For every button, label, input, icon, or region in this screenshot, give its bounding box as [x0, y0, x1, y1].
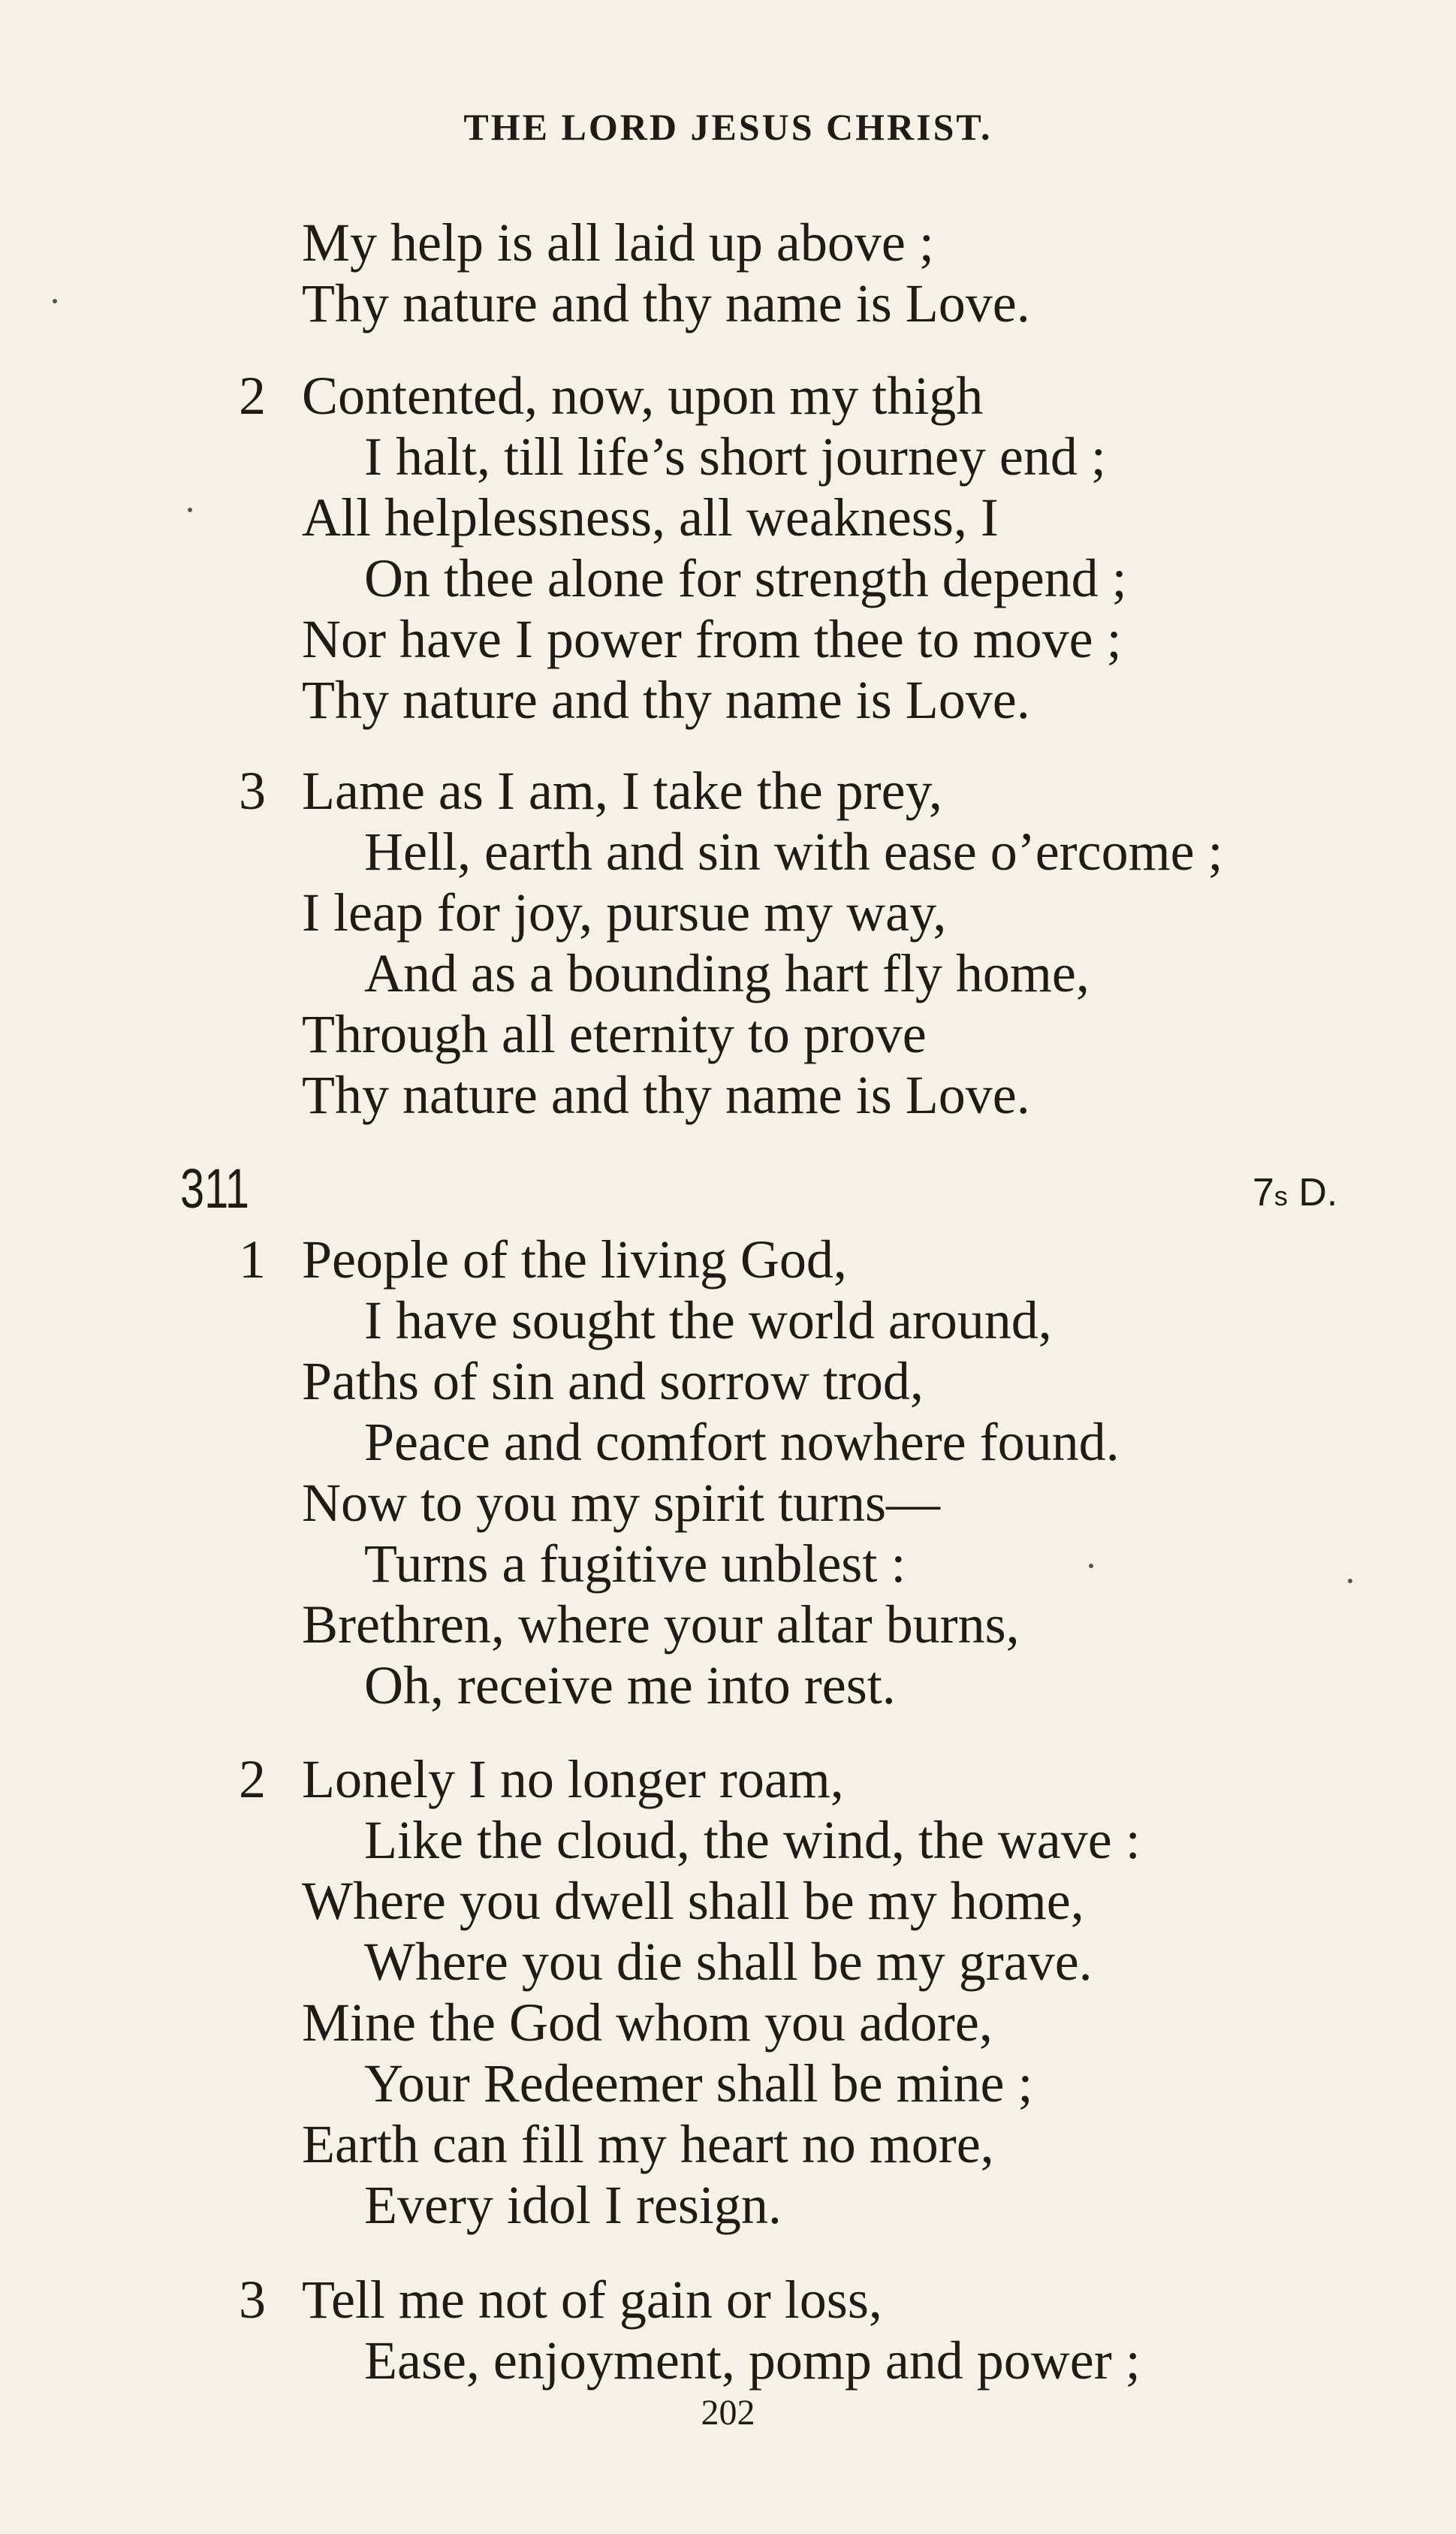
verse-text: People of the living God, — [302, 1229, 847, 1290]
verse-text: Thy nature and thy name is Love. — [302, 1065, 1030, 1125]
verse-line — [0, 1993, 1456, 2053]
verse-line — [0, 1534, 1456, 1594]
verse-line — [0, 670, 1456, 731]
verse-text: Your Redeemer shall be mine ; — [364, 2053, 1033, 2113]
verse-line — [0, 2114, 1456, 2175]
verse-line — [0, 1351, 1456, 1412]
verse-line — [0, 427, 1456, 487]
ink-speck — [188, 508, 192, 512]
verse-line — [0, 2053, 1456, 2114]
verse-line — [0, 366, 1456, 427]
verse-text: Earth can fill my heart no more, — [302, 2114, 994, 2174]
verse-text: My help is all laid up above ; — [302, 213, 934, 273]
verse-text: On thee alone for strength depend ; — [364, 548, 1127, 608]
verse-line — [0, 2175, 1456, 2236]
verse-line — [0, 1749, 1456, 1810]
verse-line — [0, 1004, 1456, 1065]
stanza — [0, 213, 1456, 334]
verse-line — [0, 1473, 1456, 1534]
verse-text: Brethren, where your altar burns, — [302, 1594, 1020, 1655]
verse-line — [0, 487, 1456, 548]
verse-text: I have sought the world around, — [364, 1290, 1052, 1350]
verse-text: I leap for joy, pursue my way, — [302, 882, 947, 943]
verse-line — [0, 1412, 1456, 1473]
stanza — [0, 1229, 1456, 1716]
verse-line — [0, 761, 1456, 822]
verse-text: Contented, now, upon my thigh — [302, 366, 984, 426]
verse-line — [0, 1655, 1456, 1716]
verse-text: Mine the God whom you adore, — [302, 1993, 993, 2053]
stanza-number: 2 — [239, 1749, 266, 1809]
ink-speck — [1348, 1579, 1352, 1583]
verse-line — [0, 1932, 1456, 1993]
verse-line — [0, 882, 1456, 943]
stanza — [0, 366, 1456, 731]
verse-text: Where you die shall be my grave. — [364, 1932, 1093, 1992]
stanza-number: 3 — [239, 2270, 266, 2330]
verse-text: Tell me not of gain or loss, — [302, 2270, 882, 2330]
verse-line — [0, 822, 1456, 882]
verse-line — [0, 943, 1456, 1004]
stanza-number: 1 — [239, 1229, 266, 1290]
verse-text: Thy nature and thy name is Love. — [302, 670, 1030, 730]
stanza-number: 2 — [239, 366, 266, 426]
stanza — [0, 761, 1456, 1126]
verse-text: All helplessness, all weakness, I — [302, 487, 999, 548]
verse-text: Lame as I am, I take the prey, — [302, 761, 942, 821]
verse-text: Peace and comfort nowhere found. — [364, 1412, 1120, 1472]
verse-text: And as a bounding hart fly home, — [364, 943, 1090, 1003]
verse-line — [0, 213, 1456, 273]
ink-speck — [53, 299, 57, 303]
stanza — [0, 2270, 1456, 2391]
verse-text: Through all eternity to prove — [302, 1004, 927, 1064]
verse-line — [0, 1065, 1456, 1126]
verse-text: Turns a fugitive unblest : — [364, 1534, 906, 1594]
verse-line — [0, 2330, 1456, 2391]
verse-text: Like the cloud, the wind, the wave : — [364, 1810, 1141, 1870]
verse-text: Oh, receive me into rest. — [364, 1655, 896, 1715]
verse-text: Ease, enjoyment, pomp and power ; — [364, 2330, 1141, 2391]
verse-line — [0, 273, 1456, 334]
stanza — [0, 1749, 1456, 2236]
verse-line — [0, 1871, 1456, 1932]
hymn-number: 311 — [180, 1157, 250, 1220]
verse-text: Where you dwell shall be my home, — [302, 1871, 1084, 1931]
page-number: 202 — [701, 2393, 755, 2433]
verse-text: Lonely I no longer roam, — [302, 1749, 844, 1809]
verse-text: Nor have I power from thee to move ; — [302, 609, 1122, 669]
verse-text: I halt, till life’s short journey end ; — [364, 427, 1106, 487]
stanza-number: 3 — [239, 761, 266, 821]
ink-speck — [1089, 1564, 1093, 1568]
verse-text: Paths of sin and sorrow trod, — [302, 1351, 924, 1411]
verse-text: Every idol I resign. — [364, 2175, 782, 2235]
verse-line — [0, 2270, 1456, 2330]
verse-line — [0, 1229, 1456, 1290]
verse-line — [0, 1810, 1456, 1871]
meter-label: 7s D. — [1253, 1171, 1338, 1214]
verse-line — [0, 609, 1456, 670]
verse-text: Thy nature and thy name is Love. — [302, 273, 1030, 333]
running-head: THE LORD JESUS CHRIST. — [463, 106, 993, 148]
verse-text: Now to you my spirit turns— — [302, 1473, 941, 1533]
verse-line — [0, 1290, 1456, 1351]
verse-line — [0, 1594, 1456, 1655]
verse-text: Hell, earth and sin with ease o’ercome ; — [364, 822, 1223, 882]
verse-line — [0, 548, 1456, 609]
